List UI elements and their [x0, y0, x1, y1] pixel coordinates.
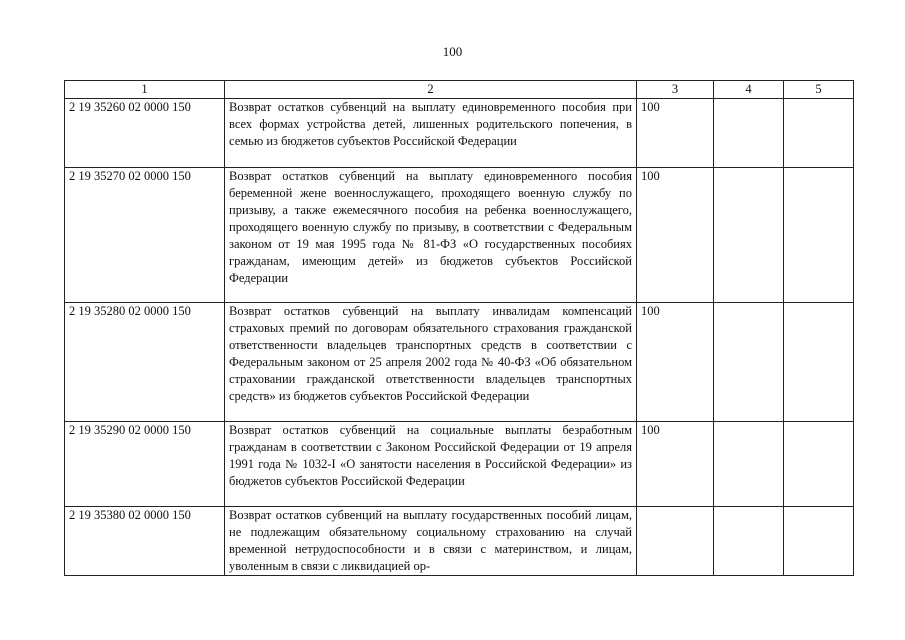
budget-code: 2 19 35380 02 0000 150 — [65, 507, 225, 576]
column-header-1: 1 — [65, 81, 225, 99]
col4-value — [714, 303, 784, 422]
description: Возврат остатков субвенций на социальные выплаты безработным гражданам в соответствии с Законом Российской Федерации от 19 апреля 1991 года № 1032-I «О занятости населения в Российской Федерации» из бюджетов субъектов Российской Федерации — [225, 422, 637, 507]
budget-code: 2 19 35290 02 0000 150 — [65, 422, 225, 507]
budget-codes-table — [64, 80, 854, 576]
col4-value — [714, 168, 784, 303]
table-row — [65, 168, 854, 303]
col4-value — [714, 507, 784, 576]
description: Возврат остатков субвенций на выплату единовременного пособия при всех формах устройства детей, лишенных родительского попечения, в семью из бюджетов субъектов Российской Федерации — [225, 99, 637, 168]
col4-value — [714, 99, 784, 168]
col3-value: 100 — [637, 168, 714, 303]
col3-value — [637, 507, 714, 576]
table-row — [65, 303, 854, 422]
table-row — [65, 422, 854, 507]
column-header-3: 3 — [637, 81, 714, 99]
col5-value — [784, 303, 854, 422]
col3-value: 100 — [637, 303, 714, 422]
col5-value — [784, 507, 854, 576]
table-header-row — [65, 81, 854, 99]
col5-value — [784, 99, 854, 168]
table-row — [65, 99, 854, 168]
col3-value: 100 — [637, 99, 714, 168]
column-header-4: 4 — [714, 81, 784, 99]
budget-code: 2 19 35270 02 0000 150 — [65, 168, 225, 303]
col3-value: 100 — [637, 422, 714, 507]
col5-value — [784, 168, 854, 303]
budget-code: 2 19 35260 02 0000 150 — [65, 99, 225, 168]
col4-value — [714, 422, 784, 507]
column-header-2: 2 — [225, 81, 637, 99]
description: Возврат остатков субвенций на выплату инвалидам компенсаций страховых премий по договорам обязательного страхования гражданской ответственности владельцев транспортных средств в соответствии с Федеральным законом от 25 апреля 2002 года № 40-ФЗ «Об обязательном страховании гражданской ответственности владельцев транспортных средств» из бюджетов субъектов Российской Федерации — [225, 303, 637, 422]
column-header-5: 5 — [784, 81, 854, 99]
budget-code: 2 19 35280 02 0000 150 — [65, 303, 225, 422]
description: Возврат остатков субвенций на выплату единовременного пособия беременной жене военнослужащего, проходящего военную службу по призыву, а также ежемесячного пособия на ребенка военнослужащего, проходящего военную службу по призыву, в соответствии с Федеральным законом от 19 мая 1995 года № 81-ФЗ «О государственных пособиях гражданам, имеющим детей» из бюджетов субъектов Российской Федерации — [225, 168, 637, 303]
table-row — [65, 507, 854, 576]
description: Возврат остатков субвенций на выплату государственных пособий лицам, не подлежащим обязательному социальному страхованию на случай временной нетрудоспособности и в связи с материнством, и лицам, уволенным в связи с ликвидацией ор- — [225, 507, 637, 576]
col5-value — [784, 422, 854, 507]
page-number: 100 — [442, 44, 463, 59]
